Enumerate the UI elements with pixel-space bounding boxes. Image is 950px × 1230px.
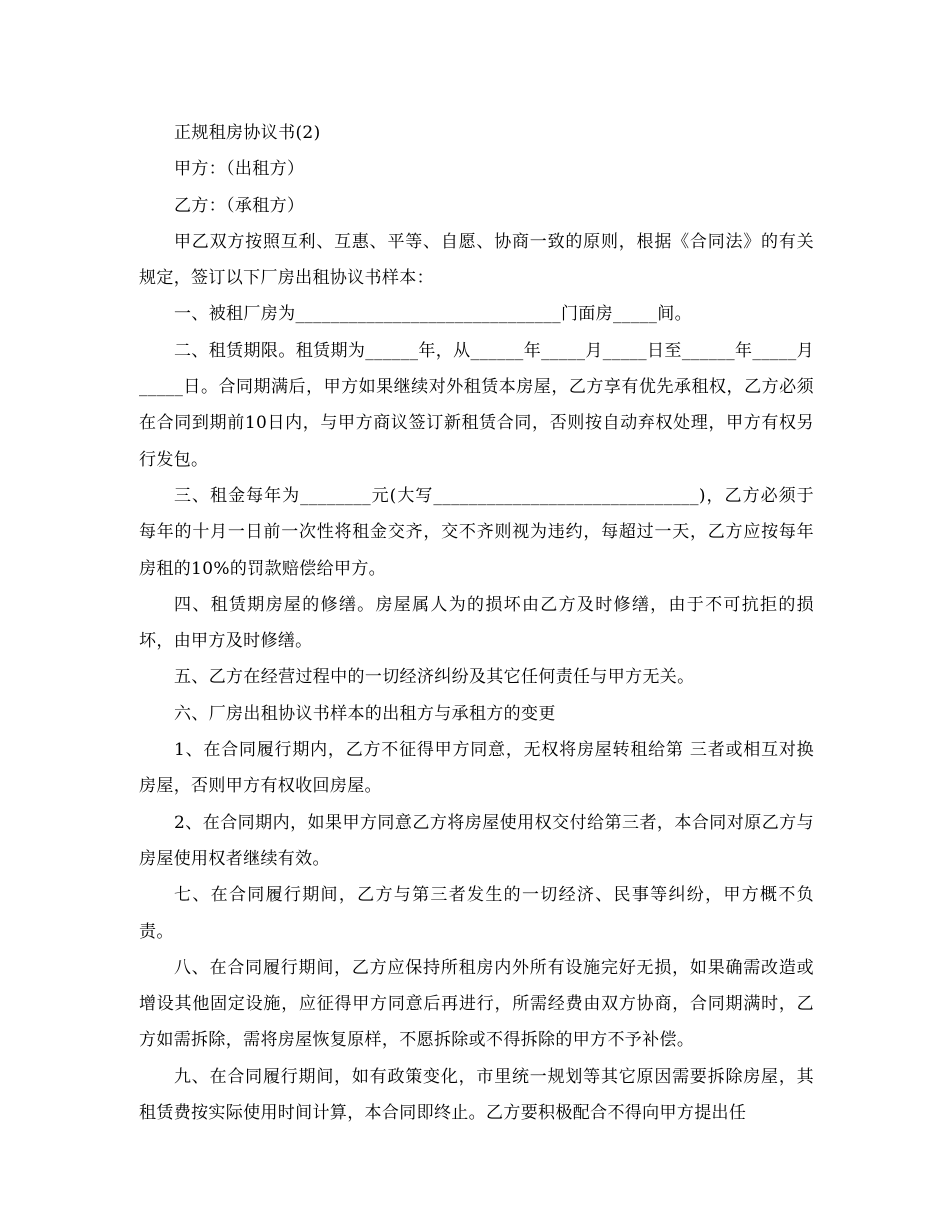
clause-5: 五、乙方在经营过程中的一切经济纠纷及其它任何责任与甲方无关。 — [174, 667, 695, 688]
clause-9: 九、在合同履行期间，如有政策变化，市里统一规划等其它原因需要拆除房屋，其租赁费按实际使用时间计算，本合同即终止。乙方要积极配合不得向甲方提出任 — [139, 1066, 814, 1124]
clause-4: 四、租赁期房屋的修缮。房屋属人为的损坏由乙方及时修缮，由于不可抗拒的损坏，由甲方及时修缮。 — [139, 594, 814, 652]
clause-1: 一、被租厂房为______________________________门面房_____间。 — [174, 304, 692, 325]
party-a-line: 甲方：（出租方） — [174, 159, 305, 180]
clause-3: 三、租金每年为________元(大写______________________________)，乙方必须于每年的十月一日前一次性将租金交齐，交不齐则视为违约，每超过一天，乙方应按每年房租的10%的罚款赔偿给甲方。 — [139, 485, 814, 579]
clause-6-item-1: 1、在合同履行期内，乙方不征得甲方同意，无权将房屋转租给第 三者或相互对换房屋，否则甲方有权收回房屋。 — [139, 740, 814, 797]
party-b-line: 乙方：（承租方） — [174, 195, 305, 216]
intro-paragraph: 甲乙双方按照互利、互惠、平等、自愿、协商一致的原则，根据《合同法》的有关规定，签订以下厂房出租协议书样本： — [139, 231, 814, 289]
clause-2: 二、租赁期限。租赁期为______年，从______年_____月_____日至______年_____月_____日。合同期满后，甲方如果继续对外租赁本房屋，乙方享有优先承租权，乙方必须在合同到期前10日内，与甲方商议签订新租赁合同，否则按自动弃权处理，甲方有权另行发包。 — [139, 340, 814, 470]
document-body — [139, 115, 814, 1131]
document-title: 正规租房协议书(2) — [174, 123, 321, 143]
clause-6-item-2: 2、在合同期内，如果甲方同意乙方将房屋使用权交付给第三者，本合同对原乙方与房屋使用权者继续有效。 — [139, 812, 814, 869]
clause-8: 八、在合同履行期间，乙方应保持所租房内外所有设施完好无损，如果确需改造或增设其他固定设施，应征得甲方同意后再进行，所需经费由双方协商，合同期满时，乙方如需拆除，需将房屋恢复原样，不愿拆除或不得拆除的甲方不予补偿。 — [139, 957, 814, 1051]
clause-7: 七、在合同履行期间，乙方与第三者发生的一切经济、民事等纠纷，甲方概不负责。 — [139, 885, 814, 942]
clause-6: 六、厂房出租协议书样本的出租方与承租方的变更 — [174, 703, 556, 724]
